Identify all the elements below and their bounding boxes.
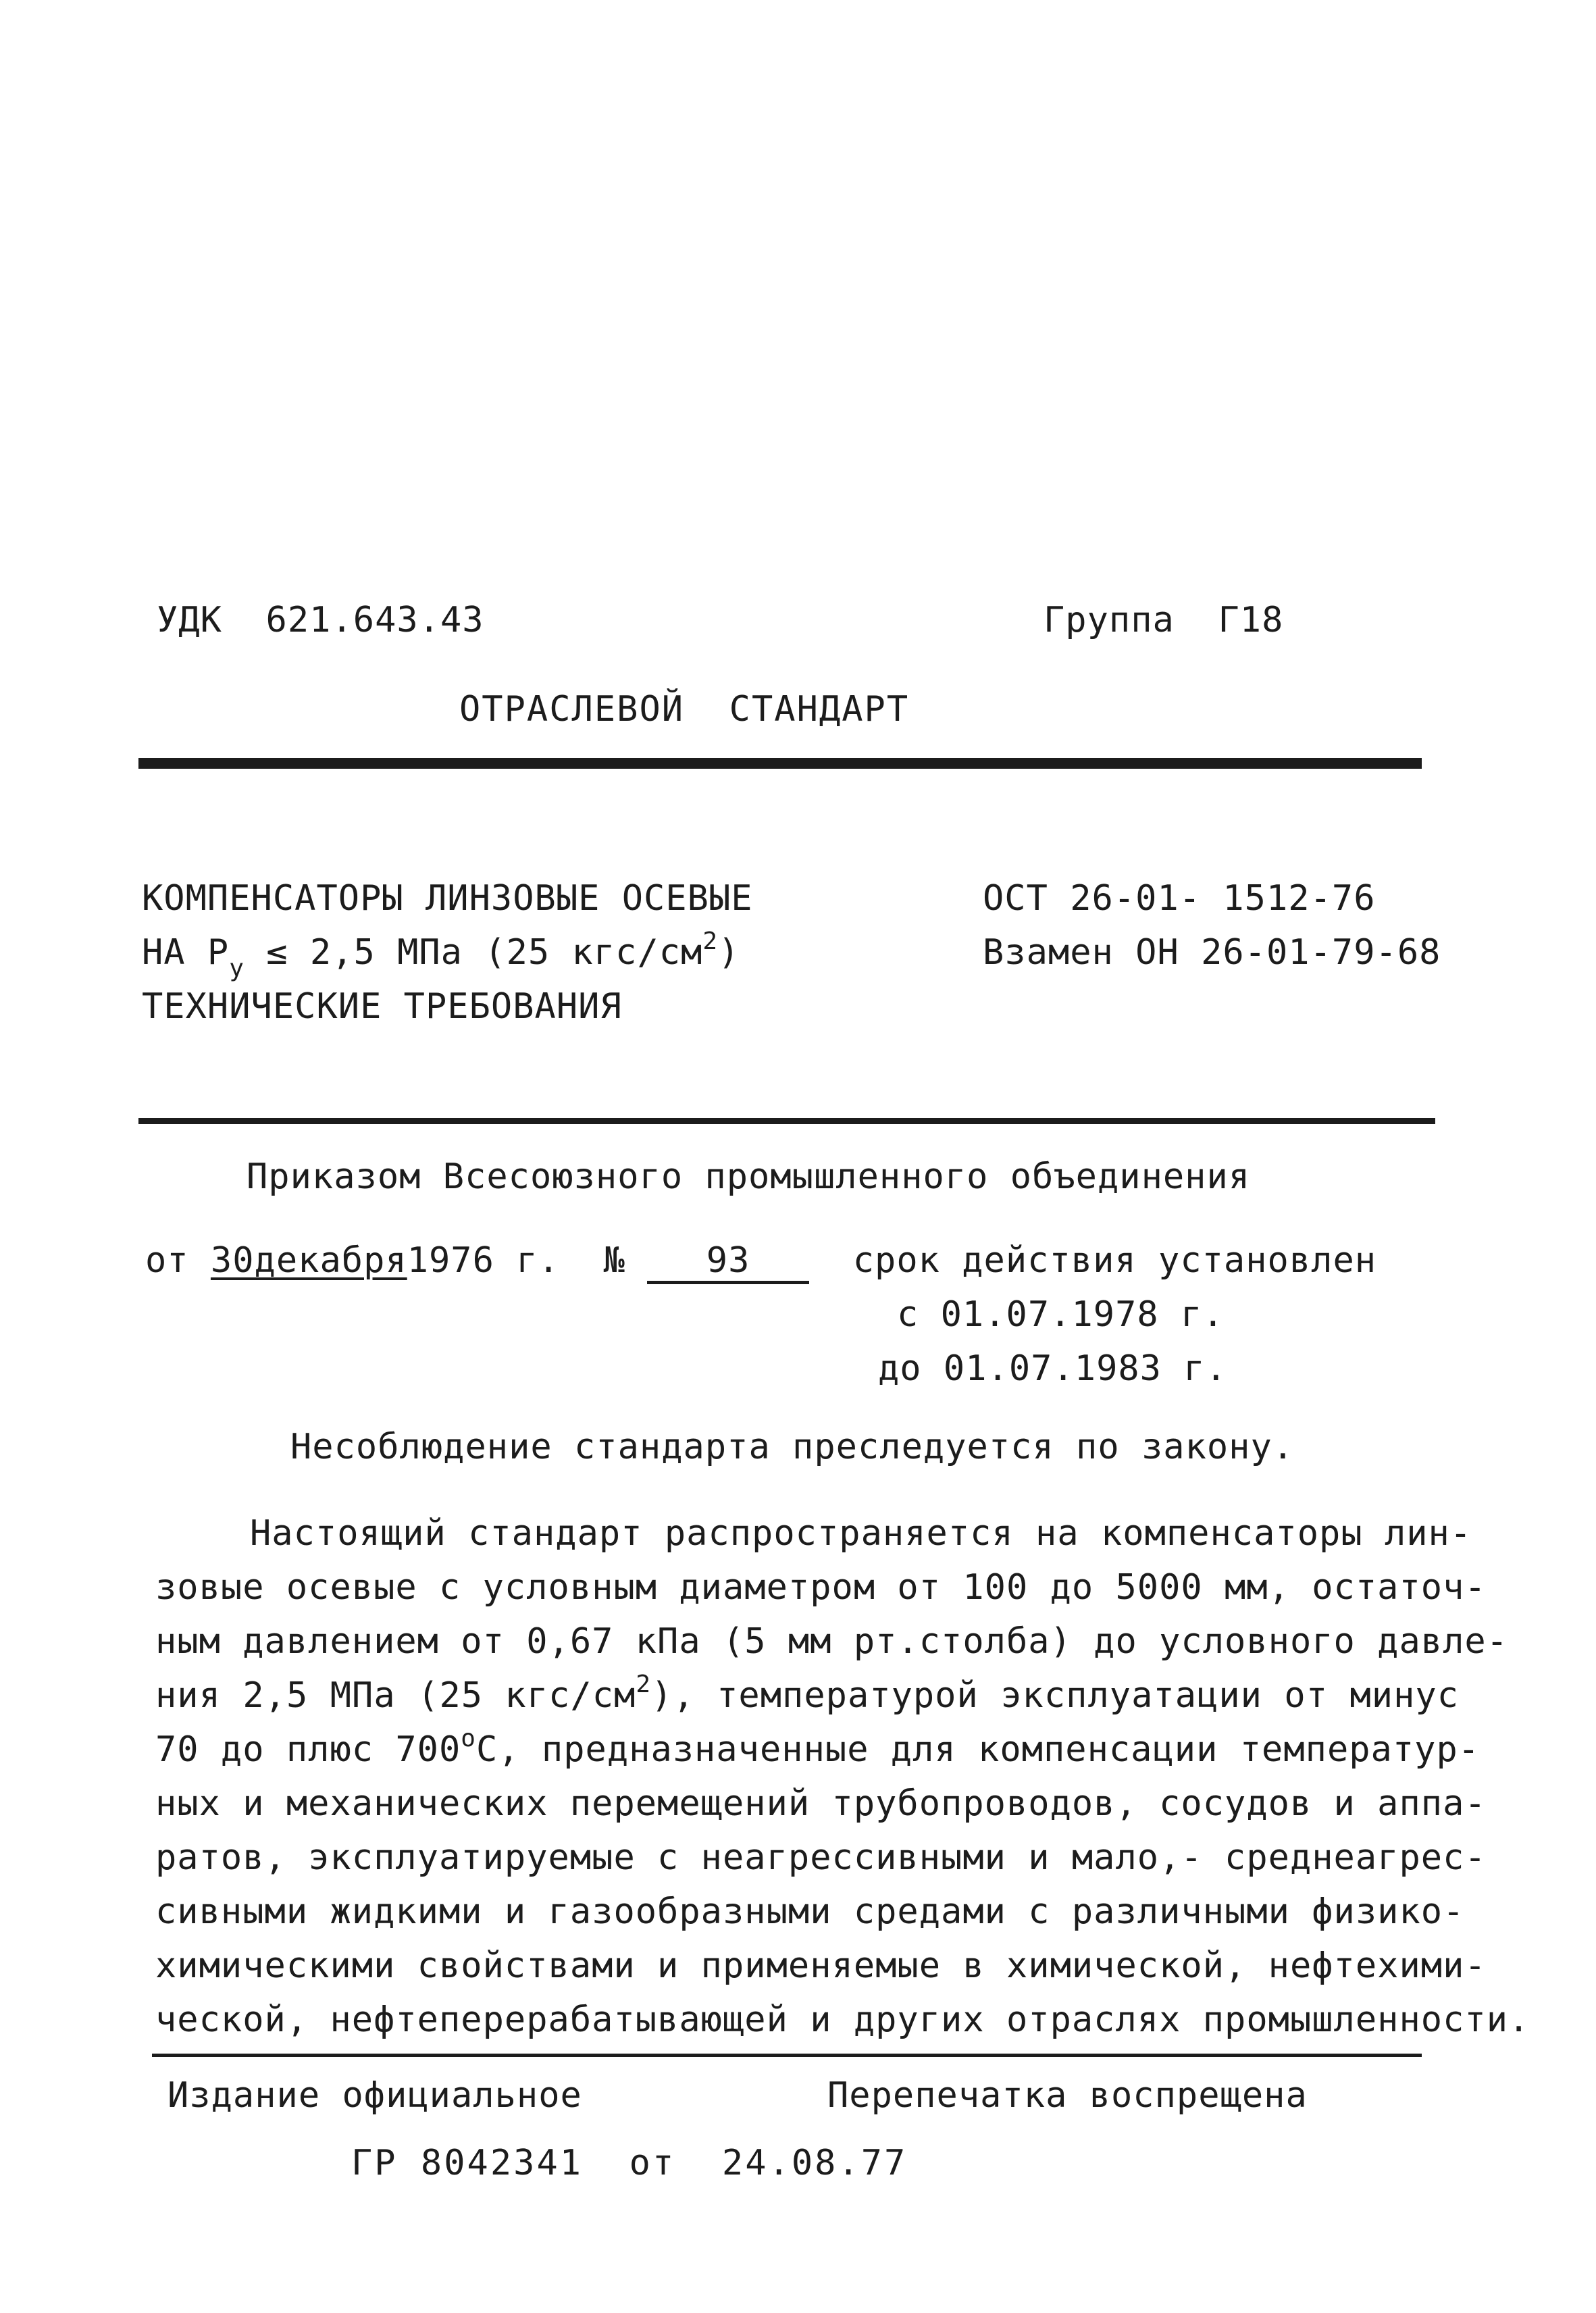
udk-code: УДК 621.643.43 xyxy=(157,600,484,640)
body-line: ных и механических перемещений трубопроводов, сосудов и аппа- xyxy=(155,1783,1487,1824)
valid-from: с 01.07.1978 г. xyxy=(897,1294,1225,1335)
group-code: Группа Г18 xyxy=(1044,600,1284,640)
title-line-3: ТЕХНИЧЕСКИЕ ТРЕБОВАНИЯ xyxy=(142,986,622,1027)
body-line: ратов, эксплуатируемые с неагрессивными и мало,- среднеагрес- xyxy=(155,1837,1487,1878)
standard-type: ОТРАСЛЕВОЙ СТАНДАРТ xyxy=(459,689,910,730)
order-line: Приказом Всесоюзного промышленного объединения xyxy=(247,1156,1251,1197)
body-line: ния 2,5 МПа (25 кгс/$см^2$), температурой эксплуатации от минус xyxy=(155,1671,1459,1716)
body-line: сивными жидкими и газообразными средами с различными физико- xyxy=(155,1891,1465,1932)
order-date: 30декабря xyxy=(210,1240,407,1281)
body-line: Настоящий стандарт распространяется на компенсаторы лин- xyxy=(250,1513,1472,1554)
reprint-prohibited: Перепечатка воспрещена xyxy=(827,2075,1308,2116)
body-line: химическими свойствами и применяемые в химической, нефтехими- xyxy=(155,1946,1487,1986)
body-line: зовые осевые с условным диаметром от 100 до 5000 мм, остаточ- xyxy=(155,1567,1487,1608)
order-number: 93 xyxy=(647,1240,809,1284)
title-line-2: НА $Р_у \le 2,5$ МПа (25 кгс/$см^2$) xyxy=(142,927,740,982)
body-line: ческой, нефтеперерабатывающей и других отраслях промышленности. xyxy=(155,2000,1530,2040)
standard-code: ОСТ 26-01- 1512-76 xyxy=(983,878,1376,919)
registration-number: ГР 8042341 от 24.08.77 xyxy=(351,2143,908,2183)
header-rule xyxy=(138,758,1422,769)
footer-rule xyxy=(152,2054,1422,2057)
title-rule xyxy=(138,1118,1435,1124)
legal-notice: Несоблюдение стандарта преследуется по закону. xyxy=(290,1427,1295,1467)
official-edition: Издание официальное xyxy=(168,2075,582,2116)
valid-to: до 01.07.1983 г. xyxy=(878,1348,1227,1389)
order-date-line: от 30декабря1976 г. № 93 срок действия установлен xyxy=(145,1240,1376,1284)
body-line: ным давлением от 0,67 кПа (5 мм рт.столба) до условного давле- xyxy=(155,1621,1509,1662)
title-line-1: КОМПЕНСАТОРЫ ЛИНЗОВЫЕ ОСЕВЫЕ xyxy=(142,878,753,919)
replaces-code: Взамен ОН 26-01-79-68 xyxy=(983,932,1441,973)
body-line: 70 до плюс $700^оС$, предназначенные для компенсации температур- xyxy=(155,1725,1481,1770)
